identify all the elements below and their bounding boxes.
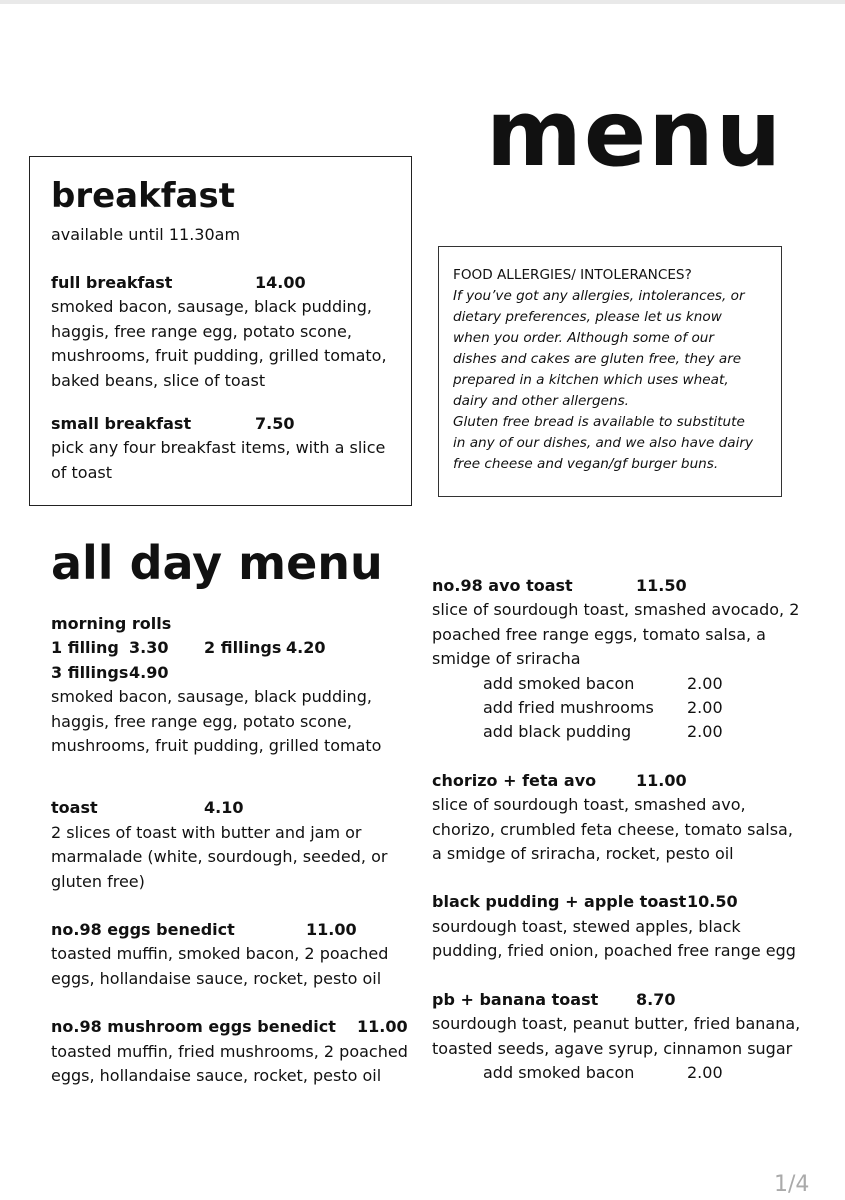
filling-price-2: 4.20 <box>286 638 326 658</box>
item-price: 7.50 <box>255 414 295 434</box>
page-title: menu <box>486 80 784 187</box>
breakfast-heading: breakfast <box>51 176 235 216</box>
addon-row <box>432 696 802 720</box>
item-price: 11.00 <box>306 920 357 940</box>
item-price: 11.50 <box>636 576 687 595</box>
item-price: 11.00 <box>357 1017 408 1037</box>
item-price: 8.70 <box>636 989 676 1009</box>
all-day-right-column <box>432 574 802 1085</box>
item-description: toasted muffin, smoked bacon, 2 poached eggs, hollandaise sauce, rocket, pesto oil <box>51 944 389 988</box>
filling-option-3: 3 fillings <box>51 662 129 682</box>
item-name: full breakfast <box>51 273 173 292</box>
addon-name: add smoked bacon <box>483 673 635 693</box>
menu-item-eggs-benedict <box>51 918 416 991</box>
allergy-notice-box <box>438 246 782 497</box>
addon-name: add smoked bacon <box>483 1062 635 1082</box>
item-name: black pudding + apple toast <box>432 892 687 912</box>
all-day-left-column <box>51 612 416 1089</box>
item-price: 4.10 <box>204 798 244 818</box>
menu-item-full-breakfast <box>51 271 403 393</box>
item-name: chorizo + feta avo <box>432 770 597 790</box>
filling-price-3: 4.90 <box>129 662 169 682</box>
menu-item-small-breakfast <box>51 412 403 485</box>
item-description: pick any four breakfast items, with a slice of toast <box>51 438 386 482</box>
menu-item-toast <box>51 796 416 894</box>
menu-item-mushroom-eggs-benedict <box>51 1015 416 1088</box>
page-number: 1/4 <box>774 1172 810 1197</box>
filling-option-1: 1 filling <box>51 638 119 658</box>
addon-price: 2.00 <box>687 673 723 693</box>
item-description: smoked bacon, sausage, black pudding, haggis, free range egg, potato scone, mushrooms, fruit pudding, grilled tomato, baked beans, slice of toast <box>51 297 387 390</box>
menu-item-pb-banana-toast <box>432 988 802 1086</box>
item-description: 2 slices of toast with butter and jam or marmalade (white, sourdough, seeded, or gluten free) <box>51 822 388 891</box>
item-description: toasted muffin, fried mushrooms, 2 poached eggs, hollandaise sauce, rocket, pesto oil <box>51 1041 408 1086</box>
menu-item-black-pudding-apple-toast <box>432 890 802 963</box>
item-description: slice of sourdough toast, smashed avocado, 2 poached free range eggs, tomato salsa, a smidge of sriracha <box>432 600 800 669</box>
item-name: no.98 mushroom eggs benedict <box>51 1017 336 1037</box>
addon-row <box>432 1061 802 1085</box>
filling-option-2: 2 fillings <box>204 638 282 658</box>
addon-row <box>432 720 802 744</box>
menu-item-avo-toast <box>432 574 802 745</box>
item-price: 11.00 <box>636 770 687 790</box>
item-description: sourdough toast, peanut butter, fried banana, toasted seeds, agave syrup, cinnamon sugar <box>432 1014 801 1058</box>
addon-price: 2.00 <box>687 722 723 742</box>
item-name: no.98 avo toast <box>432 576 573 595</box>
item-name: morning rolls <box>51 614 172 633</box>
all-day-menu-heading: all day menu <box>51 536 383 590</box>
addon-price: 2.00 <box>687 1062 723 1082</box>
item-name: pb + banana toast <box>432 989 599 1009</box>
addon-price: 2.00 <box>687 698 723 718</box>
filling-price-1: 3.30 <box>129 638 169 658</box>
menu-item-morning-rolls <box>51 612 416 758</box>
breakfast-availability: available until 11.30am <box>51 225 241 244</box>
item-description: sourdough toast, stewed apples, black pudding, fried onion, poached free range egg <box>432 916 796 961</box>
item-description: slice of sourdough toast, smashed avo, chorizo, crumbled feta cheese, tomato salsa, a smidge of sriracha, rocket, pesto oil <box>432 795 793 864</box>
item-name: small breakfast <box>51 414 192 434</box>
addon-name: add fried mushrooms <box>483 698 654 718</box>
addon-name: add black pudding <box>483 722 632 742</box>
item-name: toast <box>51 798 98 818</box>
addon-row <box>432 672 802 696</box>
allergy-text: If you’ve got any allergies, intolerances, or dietary preferences, please let us know when you order. Although some of our dishes and cakes are gluten free, they are prepared in a kitchen which uses wheat, dairy and other allergens. Gluten free bread is available to substitute in any of our dishes, and we also have dairy free cheese and vegan/gf burger buns. <box>453 288 754 472</box>
top-border <box>0 0 845 4</box>
menu-item-chorizo-feta-avo <box>432 769 802 867</box>
item-description: smoked bacon, sausage, black pudding, haggis, free range egg, potato scone, mushrooms, fruit pudding, grilled tomato <box>51 687 382 756</box>
allergy-title: FOOD ALLERGIES/ INTOLERANCES? <box>453 267 692 283</box>
breakfast-box <box>29 156 412 506</box>
item-price: 10.50 <box>687 892 738 912</box>
item-name: no.98 eggs benedict <box>51 920 235 940</box>
item-price: 14.00 <box>255 273 306 292</box>
